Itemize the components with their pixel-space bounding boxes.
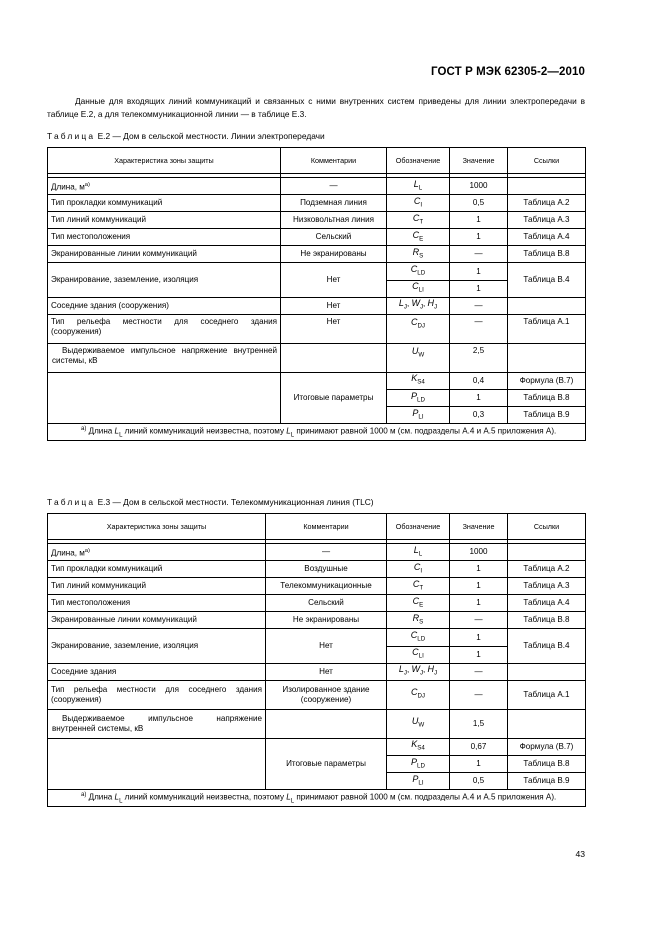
table2-header-cell: Характеристика зоны защиты	[48, 514, 266, 540]
table-row	[48, 195, 586, 212]
comment-cell: Нет	[266, 663, 387, 680]
reference-cell: Таблица В.4	[508, 263, 586, 297]
value-cell: 1	[450, 646, 508, 663]
reference-cell: Таблица А.2	[508, 195, 586, 212]
comment-cell: Не экранированы	[266, 612, 387, 629]
table-row	[48, 612, 586, 629]
reference-cell: Таблица А.4	[508, 595, 586, 612]
characteristic-cell: Длина, $м^{a)}$	[48, 178, 281, 195]
comment-cell: Сельский	[281, 229, 387, 246]
table2-header-cell: Ссылки	[508, 514, 586, 540]
table1-caption-text: E.2 — Дом в сельской местности. Линии электропередачи	[97, 131, 325, 141]
table-row	[48, 595, 586, 612]
value-cell: 1	[450, 280, 508, 297]
comment-cell: Низковольтная линия	[281, 212, 387, 229]
symbol-cell: $P_{LD}$	[387, 389, 450, 406]
table2-footnote-row	[48, 790, 586, 807]
table-row	[48, 663, 586, 680]
table2-caption-label: Таблица	[47, 497, 96, 507]
comment-cell: Нет	[281, 314, 387, 343]
comment-cell: —	[281, 178, 387, 195]
symbol-cell: $C_{LI}$	[387, 280, 450, 297]
symbol-cell: $P_{LD}$	[387, 755, 450, 772]
intro-paragraph: Данные для входящих линий коммуникаций и связанных с ними внутренних систем приведены для линии электропередачи в таблице E.2, а для телекоммуникационной линии — в таблице E.3.	[47, 96, 585, 119]
table2-caption	[47, 497, 374, 507]
characteristic-cell: Экранирование, заземление, изоляция	[48, 629, 266, 663]
reference-cell: Таблица В.9	[508, 772, 586, 789]
table1-caption-label: Таблица	[47, 131, 96, 141]
table-row	[48, 680, 586, 709]
comment-cell: —	[266, 544, 387, 561]
reference-cell	[508, 178, 586, 195]
table1-footnote-row	[48, 424, 586, 441]
table-row	[48, 178, 586, 195]
comment-cell	[281, 343, 387, 372]
table1-header-cell: Ссылки	[508, 148, 586, 174]
comment-cell	[266, 709, 387, 738]
symbol-cell: $C_I$	[387, 195, 450, 212]
table-row	[48, 229, 586, 246]
symbol-cell: $C_{DJ}$	[387, 680, 450, 709]
document-standard-header: ГОСТ Р МЭК 62305-2—2010	[431, 66, 585, 78]
symbol-cell: $K_{S4}$	[387, 738, 450, 755]
characteristic-cell: Тип прокладки коммуникаций	[48, 195, 281, 212]
value-cell: 1	[450, 212, 508, 229]
value-cell: 0,3	[450, 406, 508, 423]
value-cell: 1	[450, 229, 508, 246]
value-cell: —	[450, 314, 508, 343]
reference-cell: Таблица В.8	[508, 389, 586, 406]
reference-cell: Таблица В.4	[508, 629, 586, 663]
reference-cell: Таблица В.9	[508, 406, 586, 423]
table-row	[48, 343, 586, 372]
value-cell: 1	[450, 629, 508, 646]
value-cell: —	[450, 680, 508, 709]
comment-cell: Нет	[281, 297, 387, 314]
table-row	[48, 544, 586, 561]
table-row	[48, 314, 586, 343]
table1-footnote: $^{a)}$ Длина $L_L$ линий коммуникаций неизвестна, поэтому $L_L$ принимают равной 1000 м (см. подразделы А.4 и А.5 приложения А).	[48, 424, 586, 441]
table-row	[48, 709, 586, 738]
value-cell: 0,4	[450, 372, 508, 389]
totals-label-cell: Итоговые параметры	[266, 738, 387, 789]
table1-header-cell: Обозначение	[387, 148, 450, 174]
characteristic-cell: Тип рельефа местности для соседнего здания (сооружения)	[48, 680, 266, 709]
totals-label-cell: Итоговые параметры	[281, 372, 387, 423]
reference-cell: Таблица А.2	[508, 561, 586, 578]
reference-cell: Таблица А.1	[508, 314, 586, 343]
reference-cell: Таблица А.3	[508, 212, 586, 229]
characteristic-cell: Тип линий коммуникаций	[48, 212, 281, 229]
symbol-cell: $L_L$	[387, 544, 450, 561]
symbol-cell: $C_E$	[387, 229, 450, 246]
characteristic-cell: Выдерживаемое импульсное напряжение внутренней системы, кВ	[48, 709, 266, 738]
table1-header-row	[48, 148, 586, 174]
comment-cell: Телекоммуникационные	[266, 578, 387, 595]
reference-cell: Таблица В.8	[508, 755, 586, 772]
symbol-cell: $L_L$	[387, 178, 450, 195]
value-cell: —	[450, 663, 508, 680]
table-row	[48, 372, 586, 389]
table1-header-cell: Характеристика зоны защиты	[48, 148, 281, 174]
reference-cell	[508, 544, 586, 561]
table-row	[48, 561, 586, 578]
reference-cell: Таблица А.3	[508, 578, 586, 595]
characteristic-cell	[48, 372, 281, 423]
symbol-cell: $R_S$	[387, 246, 450, 263]
table-row	[48, 212, 586, 229]
symbol-cell: $U_W$	[387, 709, 450, 738]
symbol-cell: $L_J$, $W_J$, $H_J$	[387, 663, 450, 680]
comment-cell: Не экранированы	[281, 246, 387, 263]
page-number: 43	[575, 849, 585, 859]
value-cell: 1	[450, 595, 508, 612]
reference-cell: Таблица В.8	[508, 246, 586, 263]
symbol-cell: $C_T$	[387, 212, 450, 229]
characteristic-cell: Тип прокладки коммуникаций	[48, 561, 266, 578]
value-cell: 1000	[450, 178, 508, 195]
symbol-cell: $C_{LD}$	[387, 629, 450, 646]
value-cell: 0,5	[450, 195, 508, 212]
table-row	[48, 263, 586, 280]
value-cell: 1	[450, 263, 508, 280]
reference-cell: Формула (В.7)	[508, 372, 586, 389]
symbol-cell: $L_J$, $W_J$, $H_J$	[387, 297, 450, 314]
symbol-cell: $K_{S4}$	[387, 372, 450, 389]
comment-cell: Воздушные	[266, 561, 387, 578]
comment-cell: Подземная линия	[281, 195, 387, 212]
value-cell: —	[450, 246, 508, 263]
characteristic-cell: Соседние здания (сооружения)	[48, 297, 281, 314]
characteristic-cell: Экранирование, заземление, изоляция	[48, 263, 281, 297]
characteristic-cell: Тип линий коммуникаций	[48, 578, 266, 595]
reference-cell: Таблица А.4	[508, 229, 586, 246]
symbol-cell: $U_W$	[387, 343, 450, 372]
table1-header-cell: Комментарии	[281, 148, 387, 174]
reference-cell	[508, 663, 586, 680]
comment-cell: Изолированное здание (сооружение)	[266, 680, 387, 709]
characteristic-cell: Тип местоположения	[48, 229, 281, 246]
table-row	[48, 246, 586, 263]
symbol-cell: $C_I$	[387, 561, 450, 578]
reference-cell	[508, 709, 586, 738]
characteristic-cell	[48, 738, 266, 789]
table1-header-cell: Значение	[450, 148, 508, 174]
symbol-cell: $P_{LI}$	[387, 772, 450, 789]
value-cell: 1	[450, 578, 508, 595]
table1-caption	[47, 131, 325, 141]
table-row	[48, 738, 586, 755]
symbol-cell: $R_S$	[387, 612, 450, 629]
comment-cell: Сельский	[266, 595, 387, 612]
table2	[47, 513, 586, 807]
value-cell: 1000	[450, 544, 508, 561]
symbol-cell: $P_{LI}$	[387, 406, 450, 423]
symbol-cell: $C_T$	[387, 578, 450, 595]
table-row	[48, 578, 586, 595]
table2-header-cell: Значение	[450, 514, 508, 540]
characteristic-cell: Тип местоположения	[48, 595, 266, 612]
characteristic-cell: Длина, $м^{a)}$	[48, 544, 266, 561]
reference-cell: Таблица А.1	[508, 680, 586, 709]
reference-cell	[508, 297, 586, 314]
value-cell: 1	[450, 389, 508, 406]
table2-header-cell: Обозначение	[387, 514, 450, 540]
comment-cell: Нет	[281, 263, 387, 297]
value-cell: 0,5	[450, 772, 508, 789]
reference-cell: Формула (В.7)	[508, 738, 586, 755]
reference-cell: Таблица В.8	[508, 612, 586, 629]
symbol-cell: $C_{LD}$	[387, 263, 450, 280]
table-row	[48, 297, 586, 314]
value-cell: 1	[450, 561, 508, 578]
table-row	[48, 629, 586, 646]
table2-caption-text: E.3 — Дом в сельской местности. Телекоммуникационная линия (TLC)	[97, 497, 374, 507]
value-cell: —	[450, 612, 508, 629]
value-cell: 1,5	[450, 709, 508, 738]
table1	[47, 147, 586, 441]
table2-header-cell: Комментарии	[266, 514, 387, 540]
characteristic-cell: Тип рельефа местности для соседнего здания (сооружения)	[48, 314, 281, 343]
characteristic-cell: Экранированные линии коммуникаций	[48, 246, 281, 263]
characteristic-cell: Выдерживаемое импульсное напряжение внутренней системы, кВ	[48, 343, 281, 372]
comment-cell: Нет	[266, 629, 387, 663]
characteristic-cell: Соседние здания	[48, 663, 266, 680]
table2-footnote: $^{a)}$ Длина $L_L$ линий коммуникаций неизвестна, поэтому $L_L$ принимают равной 1000 м (см. подразделы А.4 и А.5 приложения А).	[48, 790, 586, 807]
symbol-cell: $C_E$	[387, 595, 450, 612]
value-cell: —	[450, 297, 508, 314]
characteristic-cell: Экранированные линии коммуникаций	[48, 612, 266, 629]
value-cell: 0,67	[450, 738, 508, 755]
symbol-cell: $C_{DJ}$	[387, 314, 450, 343]
value-cell: 2,5	[450, 343, 508, 372]
symbol-cell: $C_{LI}$	[387, 646, 450, 663]
reference-cell	[508, 343, 586, 372]
table2-header-row	[48, 514, 586, 540]
value-cell: 1	[450, 755, 508, 772]
